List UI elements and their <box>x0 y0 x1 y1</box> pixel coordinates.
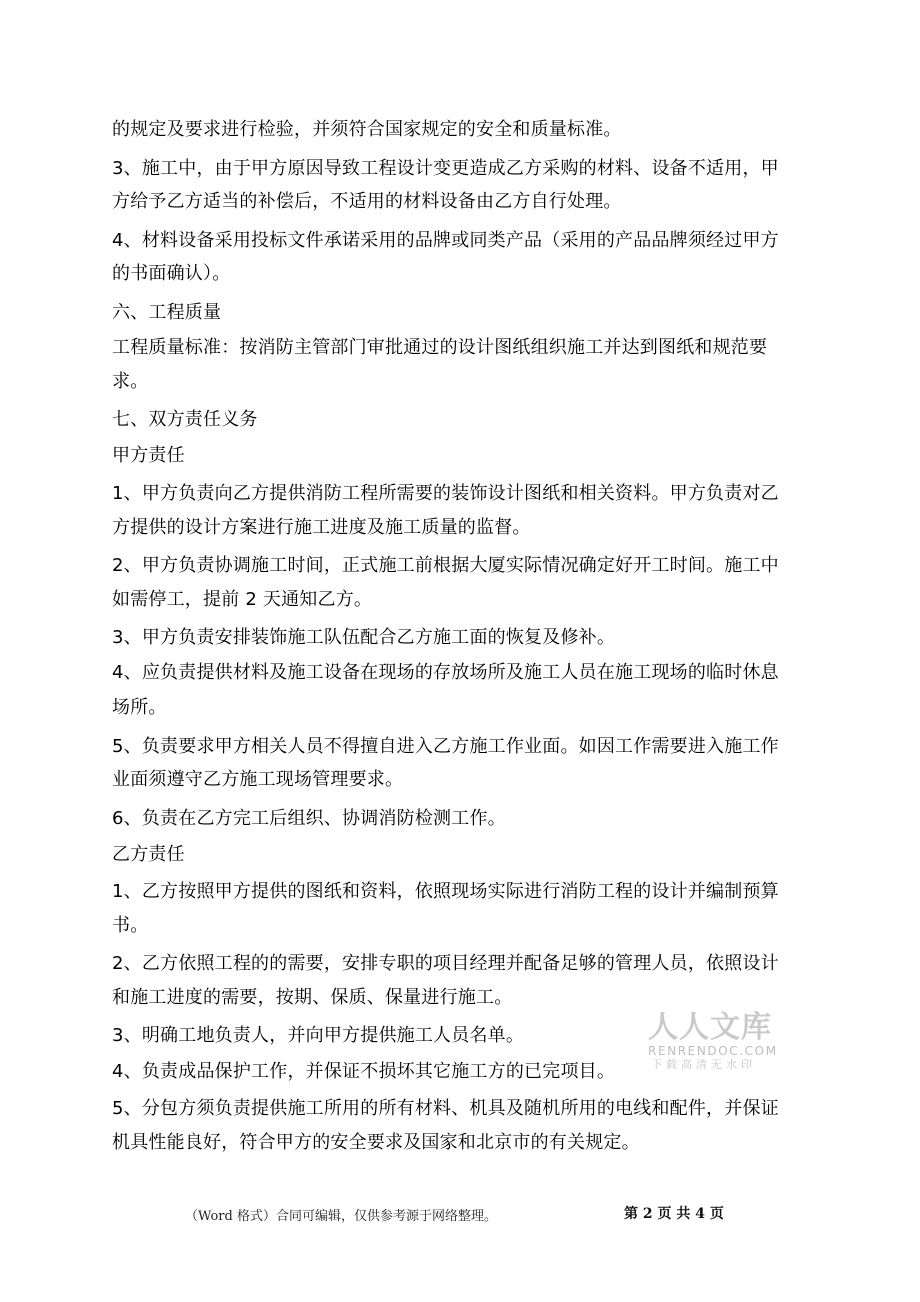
body-line: 4、材料设备采用投标文件承诺采用的品牌或同类产品（采用的产品品牌须经过甲方 <box>112 230 779 251</box>
body-line: 工程质量标准：按消防主管部门审批通过的设计图纸组织施工并达到图纸和规范要 <box>112 337 768 358</box>
body-line: 3、甲方负责安排装饰施工队伍配合乙方施工面的恢复及修补。 <box>112 627 616 648</box>
subsection-heading: 乙方责任 <box>112 844 185 865</box>
watermark-logo <box>648 1012 778 1072</box>
body-line: 如需停工，提前 2 天通知乙方。 <box>112 589 373 610</box>
subsection-heading: 甲方责任 <box>112 445 185 466</box>
watermark-domain: RENRENDOC.COM <box>648 1044 778 1058</box>
body-line: 3、施工中，由于甲方原因导致工程设计变更造成乙方采购的材料、设备不适用，甲 <box>112 158 779 179</box>
body-line: 4、应负责提供材料及施工设备在现场的存放场所及施工人员在施工现场的临时休息 <box>112 662 779 683</box>
body-line: 机具性能良好，符合甲方的安全要求及国家和北京市的有关规定。 <box>112 1132 640 1153</box>
section-heading: 六、工程质量 <box>112 302 222 323</box>
body-line: 4、负责成品保护工作，并保证不损坏其它施工方的已完项目。 <box>112 1061 616 1082</box>
body-line: 方给予乙方适当的补偿后，不适用的材料设备由乙方自行处理。 <box>112 191 622 212</box>
body-line: 3、明确工地负责人，并向甲方提供施工人员名单。 <box>112 1025 525 1046</box>
footer-note: （Word 格式）合同可编辑，仅供参考源于网络整理。 <box>185 1209 497 1224</box>
body-line: 书。 <box>112 915 149 936</box>
body-line: 1、乙方按照甲方提供的图纸和资料，依照现场实际进行消防工程的设计并编制预算 <box>112 881 779 902</box>
body-line: 2、乙方依照工程的的需要，安排专职的项目经理并配备足够的管理人员，依照设计 <box>112 953 779 974</box>
page-number: 第 2 页 共 4 页 <box>624 1206 724 1222</box>
body-line: 的规定及要求进行检验，并须符合国家规定的安全和质量标准。 <box>112 119 622 140</box>
body-line: 5、分包方须负责提供施工所用的所有材料、机具及随机所用的电线和配件，并保证 <box>112 1098 779 1119</box>
body-line: 和施工进度的需要，按期、保质、保量进行施工。 <box>112 987 513 1008</box>
body-line: 的书面确认）。 <box>112 263 231 284</box>
watermark-note: 下载高清无水印 <box>651 1058 756 1071</box>
body-line: 5、负责要求甲方相关人员不得擅自进入乙方施工作业面。如因工作需要进入施工作 <box>112 736 779 757</box>
body-line: 6、负责在乙方完工后组织、协调消防检测工作。 <box>112 808 506 829</box>
section-heading: 七、双方责任义务 <box>112 409 258 430</box>
body-line: 2、甲方负责协调施工时间，正式施工前根据大厦实际情况确定好开工时间。施工中 <box>112 555 779 576</box>
body-line: 方提供的设计方案进行施工进度及施工质量的监督。 <box>112 517 531 538</box>
body-line: 场所。 <box>112 697 167 718</box>
body-line: 求。 <box>112 371 149 392</box>
watermark-title: 人人文库 <box>648 1010 772 1045</box>
body-line: 业面须遵守乙方施工现场管理要求。 <box>112 769 404 790</box>
body-line: 1、甲方负责向乙方提供消防工程所需要的装饰设计图纸和相关资料。甲方负责对乙 <box>112 483 779 504</box>
